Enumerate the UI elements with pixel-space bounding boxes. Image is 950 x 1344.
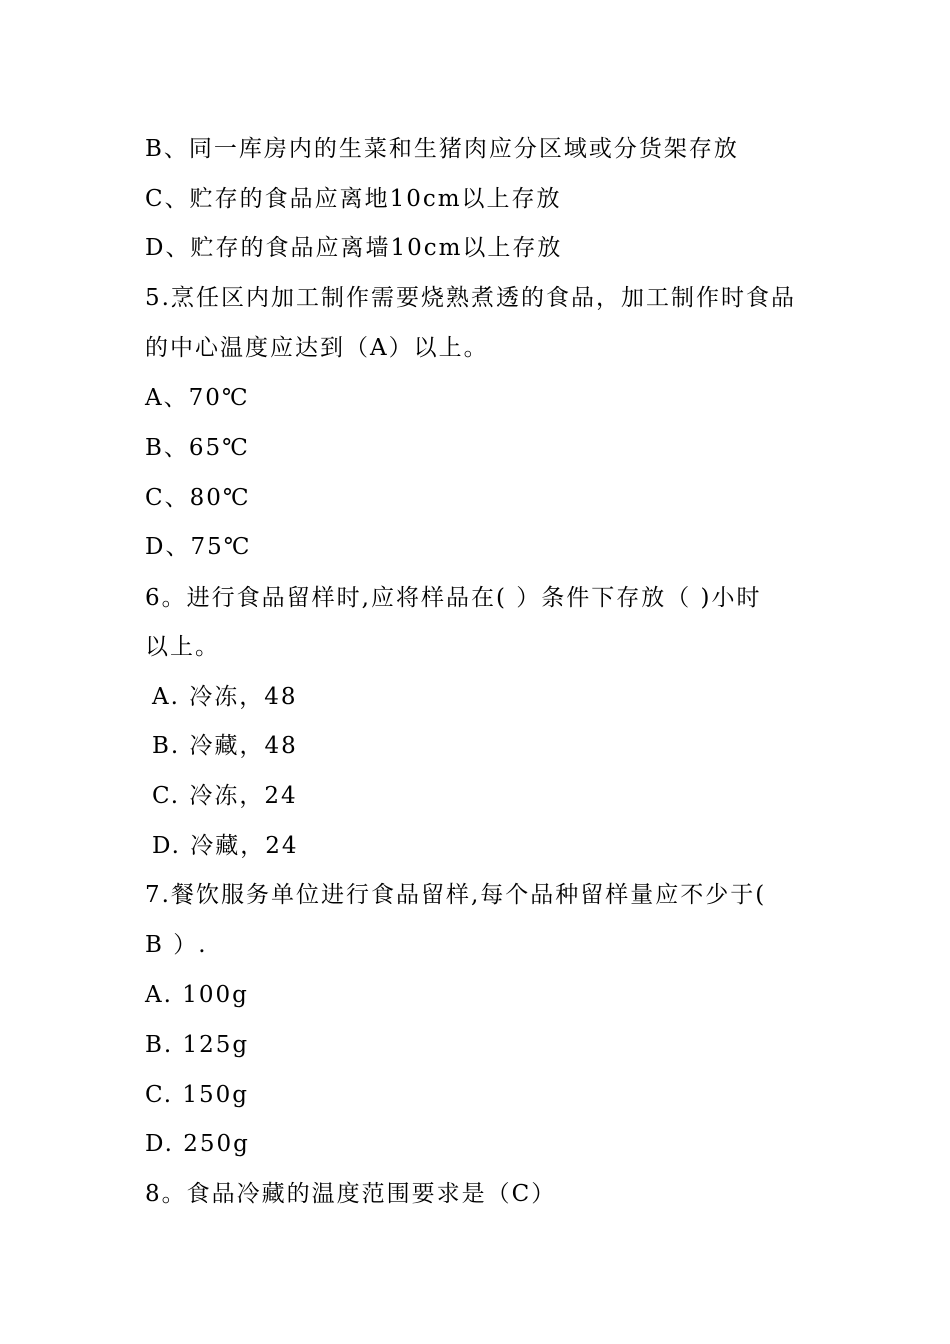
- question-8-line-1: 8。食品冷藏的温度范围要求是（C）: [145, 1181, 557, 1207]
- option-b: B. 125g: [145, 1032, 250, 1058]
- text-line: C、贮存的食品应离地10cm以上存放: [145, 186, 562, 212]
- question-6-line-1: 6。进行食品留样时,应将样品在( ）条件下存放（ )小时: [145, 585, 762, 611]
- option-a: A. 100g: [145, 982, 249, 1008]
- option-c: C、80℃: [145, 485, 251, 511]
- question-7-line-2: B ）.: [145, 932, 208, 958]
- option-a: A. 冷冻，48: [152, 684, 298, 710]
- option-b: B. 冷藏，48: [152, 733, 298, 759]
- question-5-line-1: 5.烹任区内加工制作需要烧熟煮透的食品，加工制作时食品: [145, 285, 796, 311]
- option-d: D、75℃: [145, 534, 252, 560]
- text-line: B、同一库房内的生菜和生猪肉应分区域或分货架存放: [145, 136, 739, 162]
- option-b: B、65℃: [145, 435, 250, 461]
- option-d: D. 冷藏，24: [152, 833, 299, 859]
- question-5-line-2: 的中心温度应达到（A）以上。: [145, 335, 489, 361]
- text-line: D、贮存的食品应离墙10cm以上存放: [145, 235, 563, 261]
- option-c: C. 冷冻，24: [152, 783, 298, 809]
- option-c: C. 150g: [145, 1082, 250, 1108]
- question-7-line-1: 7.餐饮服务单位进行食品留样,每个品种留样量应不少于(: [145, 882, 767, 908]
- option-d: D. 250g: [145, 1131, 250, 1157]
- option-a: A、70℃: [145, 385, 250, 411]
- question-6-line-2: 以上。: [145, 634, 220, 660]
